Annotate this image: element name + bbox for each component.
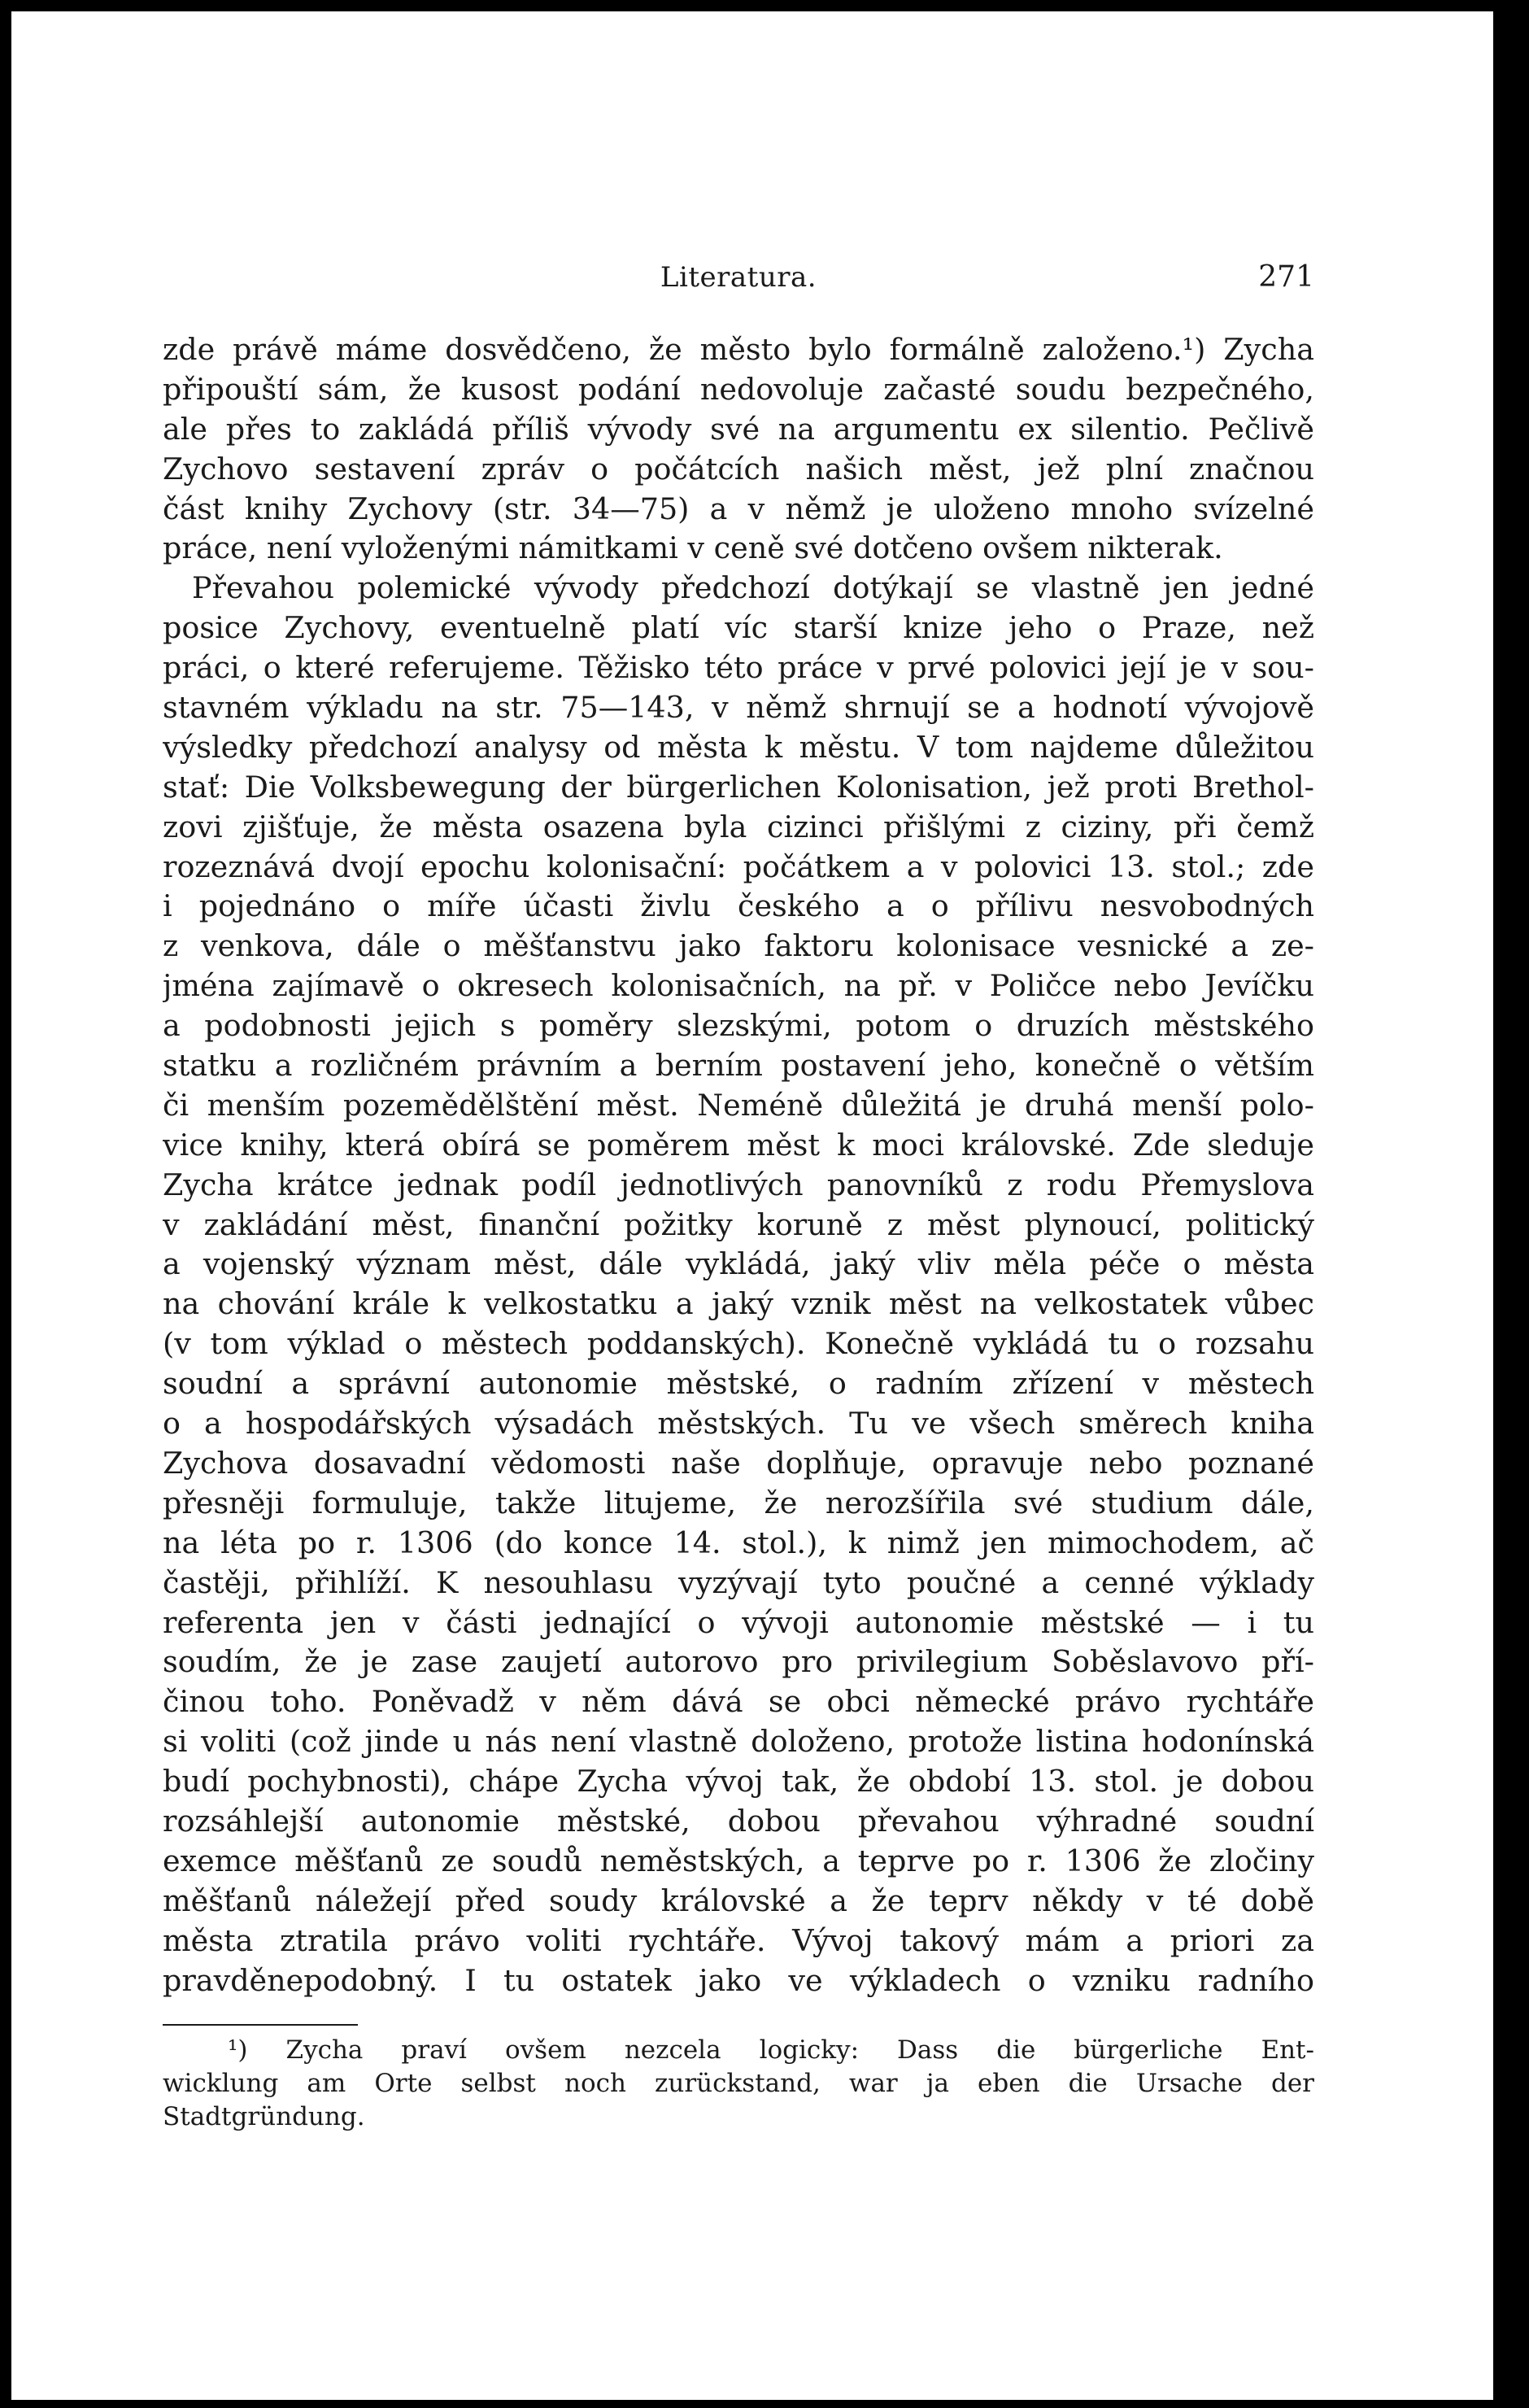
text-line: budí pochybnosti), chápe Zycha vývoj tak, že období 13. stol. je dobou: [163, 1764, 1314, 1799]
text-line: pravděnepodobný. I tu ostatek jako ve výkladech o vzniku radního: [163, 1962, 1314, 1998]
running-title: Literatura.: [660, 261, 817, 294]
text-line: posice Zychovy, eventuelně platí víc starší knize jeho o Praze, než: [163, 610, 1314, 646]
text-line: část knihy Zychovy (str. 34—75) a v němž je uloženo mnoho svízelné: [163, 491, 1314, 526]
footnotes: [163, 2034, 1314, 2134]
text-line: či menším pozemědělštění měst. Neméně důležitá je druhá menší polo-: [163, 1087, 1314, 1123]
text-line: zde právě máme dosvědčeno, že město bylo formálně založeno.¹) Zycha: [163, 332, 1314, 367]
text-line: činou toho. Poněvadž v něm dává se obci německé právo rychtáře: [163, 1684, 1314, 1720]
text-line: a podobnosti jejich s poměry slezskými, potom o druzích městského: [163, 1008, 1314, 1044]
footnote-line: ¹) Zycha praví ovšem nezcela logicky: Dass die bürgerliche Ent-: [228, 2035, 1314, 2065]
text-line: soudím, že je zase zaujetí autorovo pro privilegium Soběslavovo pří-: [163, 1644, 1314, 1680]
text-line: Převahou polemické vývody předchozí dotýkají se vlastně jen jedné: [192, 570, 1314, 606]
text-line: z venkova, dále o měšťanstvu jako faktoru kolonisace vesnické a ze-: [163, 928, 1314, 964]
text-line: a vojenský význam měst, dále vykládá, jaký vliv měla péče o města: [163, 1246, 1314, 1282]
text-line: na chování krále k velkostatku a jaký vznik měst na velkostatek vůbec: [163, 1286, 1314, 1322]
text-line: měšťanů náležejí před soudy královské a že teprv někdy v té době: [163, 1882, 1314, 1918]
page-number: 271: [1258, 260, 1314, 294]
text-line: Zychova dosavadní vědomosti naše doplňuje, opravuje nebo poznané: [163, 1445, 1314, 1481]
page-header: [163, 257, 1314, 298]
text-line: o a hospodářských výsadách městských. Tu ve všech směrech kniha: [163, 1406, 1314, 1442]
text-line: exemce měšťanů ze soudů neměstských, a teprve po r. 1306 že zločiny: [163, 1843, 1314, 1878]
text-line: rozsáhlejší autonomie městské, dobou převahou výhradné soudní: [163, 1803, 1314, 1839]
footnote-line: Stadtgründung.: [163, 2102, 365, 2131]
text-line: v zakládání měst, finanční požitky koruně z měst plynoucí, politický: [163, 1206, 1314, 1242]
text-line: i pojednáno o míře účasti živlu českého a o přílivu nesvobodných: [163, 888, 1314, 924]
book-page: [11, 11, 1493, 2400]
text-line: (v tom výklad o městech poddanských). Konečně vykládá tu o rozsahu: [163, 1326, 1314, 1362]
text-line: zovi zjišťuje, že města osazena byla cizinci přišlými z ciziny, při čemž: [163, 809, 1314, 844]
footnote-line: wicklung am Orte selbst noch zurückstand, war ja eben die Ursache der: [163, 2069, 1314, 2098]
text-line: práci, o které referujeme. Těžisko této práce v prvé polovici její je v sou-: [163, 650, 1314, 686]
text-line: soudní a správní autonomie městské, o radním zřízení v městech: [163, 1366, 1314, 1402]
text-line: statku a rozličném právním a berním postavení jeho, konečně o větším: [163, 1048, 1314, 1084]
text-line: jména zajímavě o okresech kolonisačních, na př. v Poličce nebo Jevíčku: [163, 968, 1314, 1004]
text-line: Zychovo sestavení zpráv o počátcích našich měst, jež plní značnou: [163, 451, 1314, 486]
text-line: výsledky předchozí analysy od města k městu. V tom najdeme důležitou: [163, 729, 1314, 765]
text-line: Zycha krátce jednak podíl jednotlivých panovníků z rodu Přemyslova: [163, 1167, 1314, 1202]
text-line: přesněji formuluje, takže litujeme, že nerozšířila své studium dále,: [163, 1485, 1314, 1520]
text-line: rozeznává dvojí epochu kolonisační: počátkem a v polovici 13. stol.; zde: [163, 848, 1314, 884]
text-line: práce, není vyloženými námitkami v ceně své dotčeno ovšem nikterak.: [163, 530, 1223, 566]
body-text: [163, 330, 1314, 2000]
text-line: častěji, přihlíží. K nesouhlasu vyzývají tyto poučné a cenné výklady: [163, 1564, 1314, 1600]
text-line: města ztratila právo voliti rychtáře. Vývoj takový mám a priori za: [163, 1922, 1314, 1958]
text-line: referenta jen v části jednající o vývoji autonomie městské — i tu: [163, 1604, 1314, 1640]
text-line: připouští sám, že kusost podání nedovoluje začasté soudu bezpečného,: [163, 371, 1314, 407]
text-line: ale přes to zakládá příliš vývody své na argumentu ex silentio. Pečlivě: [163, 411, 1314, 447]
text-line: stavném výkladu na str. 75—143, v němž shrnují se a hodnotí vývojově: [163, 690, 1314, 726]
text-line: na léta po r. 1306 (do konce 14. stol.), k nimž jen mimochodem, ač: [163, 1525, 1314, 1560]
footnote-divider: [163, 2024, 358, 2026]
text-line: stať: Die Volksbewegung der bürgerlichen Kolonisation, jež proti Brethol-: [163, 769, 1314, 805]
text-line: si voliti (což jinde u nás není vlastně doloženo, protože listina hodonínská: [163, 1724, 1314, 1760]
text-line: vice knihy, která obírá se poměrem měst k moci královské. Zde sleduje: [163, 1127, 1314, 1163]
